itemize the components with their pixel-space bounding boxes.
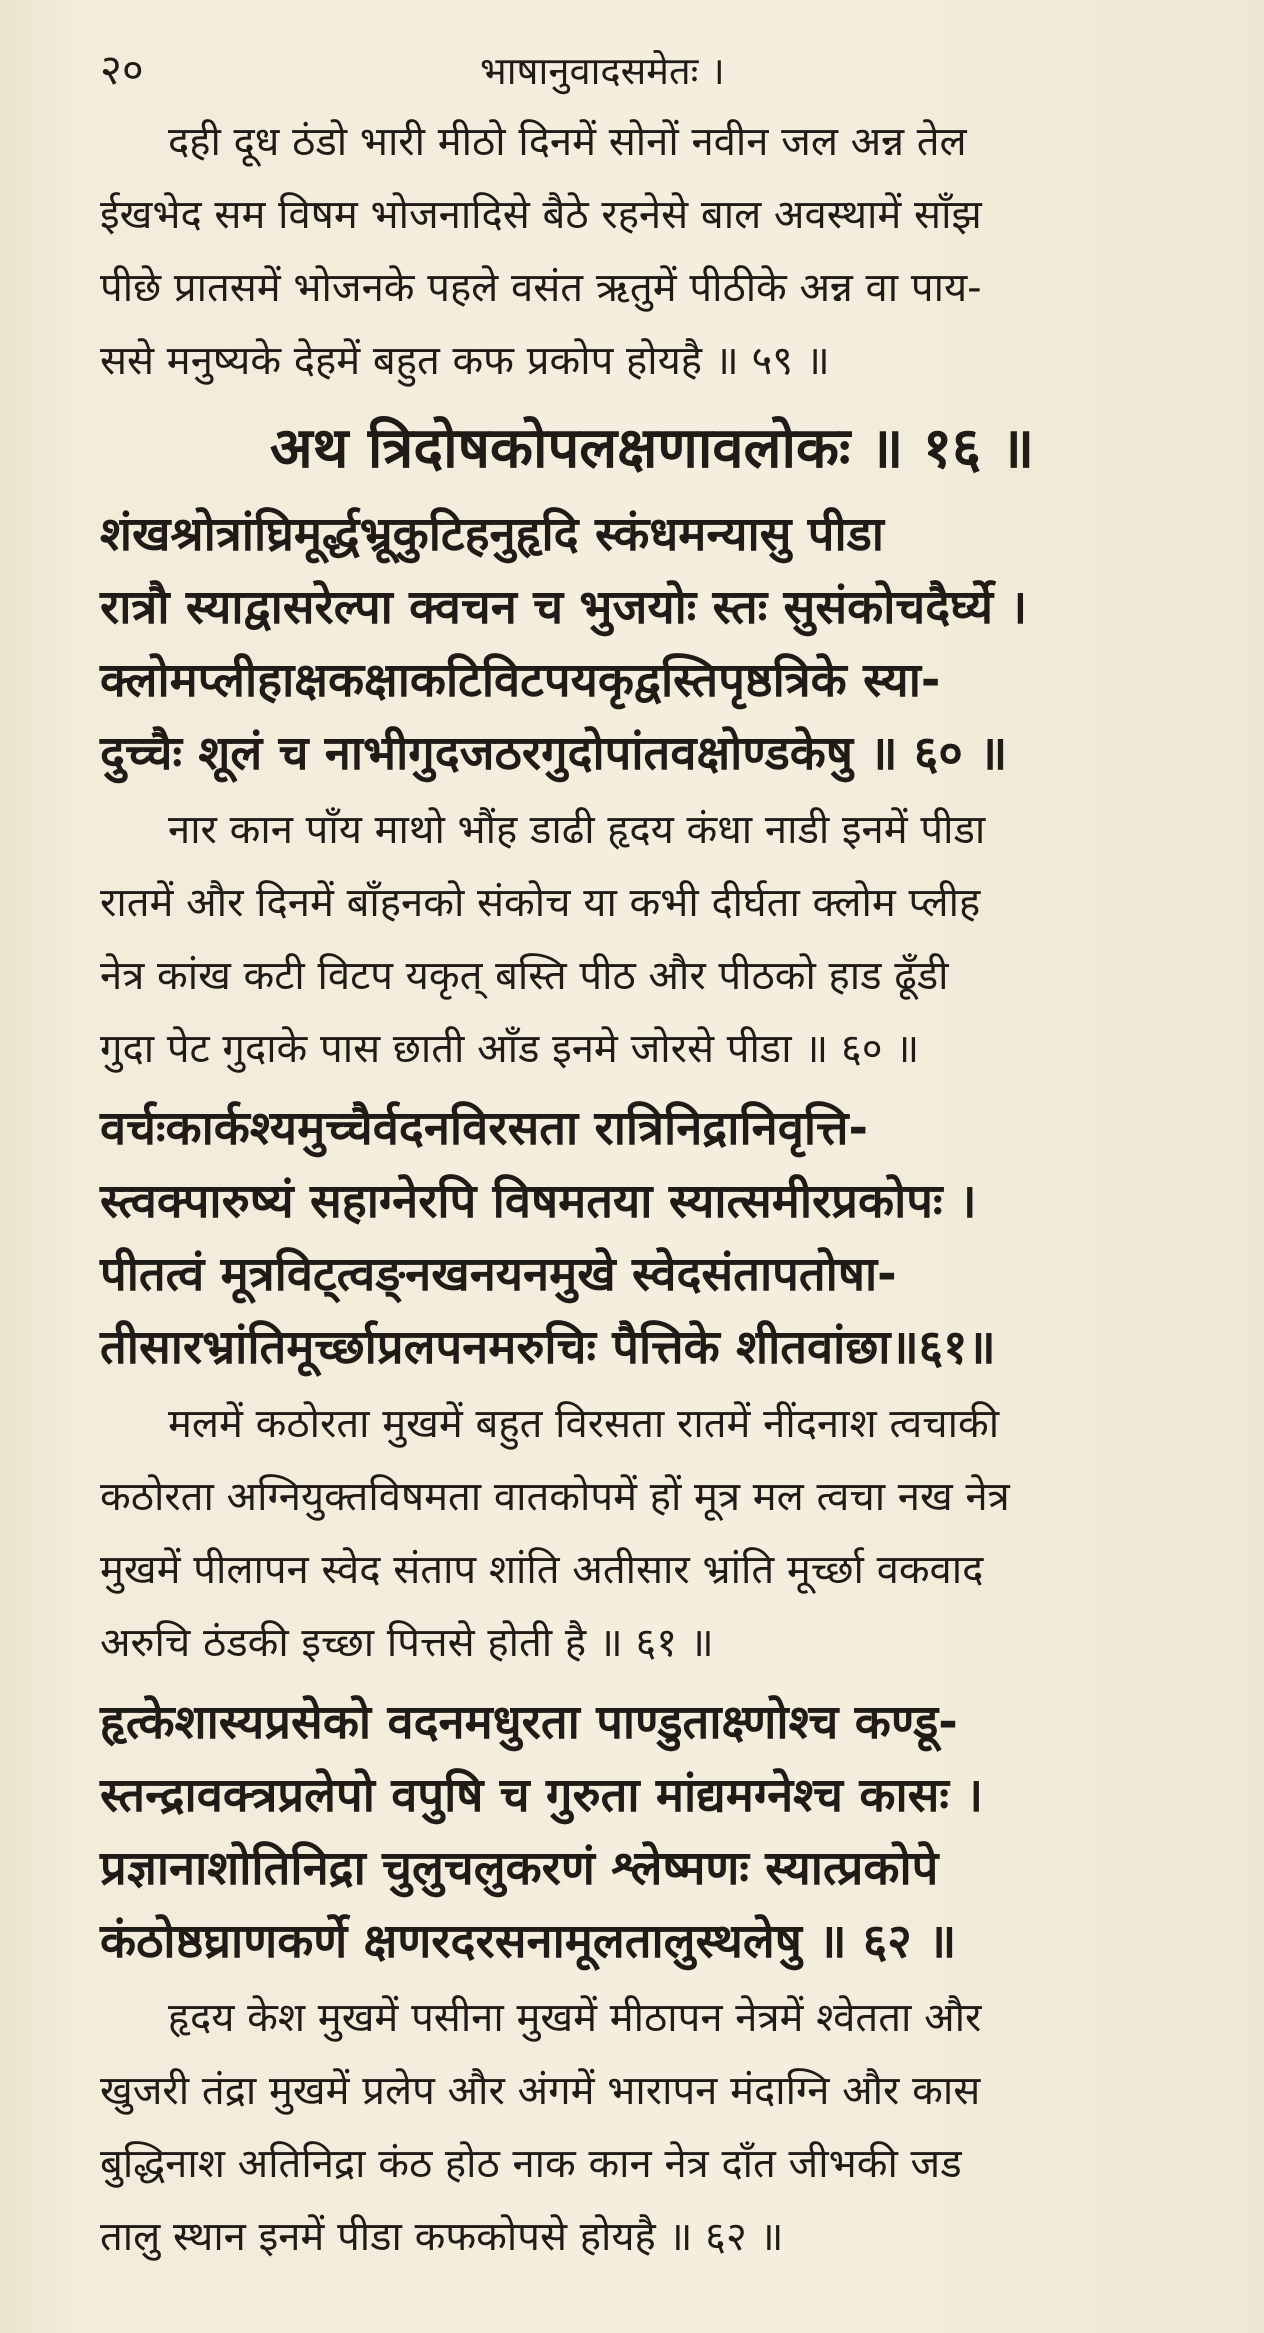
translation-61 (100, 1388, 1204, 1680)
verse-line: स्त्वक्पारुष्यं सहाग्नेरपि विषमतया स्यात्समीरप्रकोपः । (100, 1174, 977, 1229)
text-line: पीछे प्रातसमें भोजनके पहले वसंत ऋतुमें पीठीके अन्न वा पाय- (100, 265, 982, 311)
verse-line: तीसारभ्रांतिमूर्च्छाप्रलपनमरुचिः पैत्तिके शीतवांछा॥६१॥ (100, 1320, 996, 1375)
section-heading: अथ त्रिदोषकोपलक्षणावलोकः ॥ १६ ॥ (269, 416, 1035, 481)
text-line: बुद्धिनाश अतिनिद्रा कंठ होठ नाक कान नेत्र दाँत जीभकी जड (100, 2141, 962, 2187)
translation-59 (100, 106, 1204, 398)
text-line: मुखमें पीलापन स्वेद संताप शांति अतीसार भ्रांति मूर्च्छा वकवाद (100, 1547, 984, 1593)
verse-line: हृत्केशास्यप्रसेको वदनमधुरता पाण्डुताक्ष्णोश्च कण्डू- (100, 1695, 958, 1750)
verse-line: वर्चःकार्कश्यमुच्चैर्वदनविरसता रात्रिनिद्रानिवृत्ति- (100, 1101, 868, 1156)
text-line: तालु स्थान इनमें पीडा कफकोपसे होयहै ॥ ६२ ॥ (100, 2214, 784, 2260)
text-line: खुजरी तंद्रा मुखमें प्रलेप और अंगमें भारापन मंदाग्नि और कास (100, 2068, 981, 2114)
translation-60 (100, 794, 1204, 1086)
running-title: भाषानुवादसमेतः । (480, 49, 725, 93)
verse-line: क्लोमप्लीहाक्षकक्षाकटिविटपयकृद्वस्तिपृष्ठत्रिके स्या- (100, 653, 941, 708)
text-line: गुदा पेट गुदाके पास छाती आँड इनमे जोरसे पीडा ॥ ६० ॥ (100, 1026, 920, 1072)
verse-line: रात्रौ स्याद्वासरेल्पा क्वचन च भुजयोः स्तः सुसंकोचदैर्घ्ये । (100, 580, 1028, 635)
page-number: २० (100, 45, 144, 94)
text-line: कठोरता अग्नियुक्तविषमता वातकोपमें हों मूत्र मल त्वचा नख नेत्र (100, 1474, 1010, 1520)
verse-line: प्रज्ञानाशोतिनिद्रा चुलुचलुकरणं श्लेष्मणः स्यात्प्रकोपे (100, 1841, 939, 1896)
verse-line: पीतत्वं मूत्रविट्त्वङ्नखनयनमुखे स्वेदसंतापतोषा- (100, 1247, 897, 1302)
verse-line: कंठोष्ठघ्राणकर्णे क्षणरदरसनामूलतालुस्थलेषु ॥ ६२ ॥ (100, 1914, 957, 1969)
verse-61 (100, 1092, 1204, 1384)
verse-60 (100, 498, 1204, 790)
verse-line: शंखश्रोत्रांघ्रिमूर्द्धभ्रूकुटिहनुहृदि स्कंधमन्यासु पीडा (100, 507, 884, 562)
verse-line: स्तन्द्रावक्त्रप्रलेपो वपुषि च गुरुता मांद्यमग्नेश्च कासः । (100, 1768, 984, 1823)
text-line: हृदय केश मुखमें पसीना मुखमें मीठापन नेत्रमें श्वेतता और (168, 1995, 982, 2041)
text-line: नेत्र कांख कटी विटप यकृत् बस्ति पीठ और पीठको हाड ढूँडी (100, 953, 949, 999)
page-header (100, 40, 1204, 106)
verse-62 (100, 1686, 1204, 1978)
text-line: मलमें कठोरता मुखमें बहुत विरसता रातमें नींदनाश त्वचाकी (168, 1401, 1000, 1447)
text-line: ईखभेद सम विषम भोजनादिसे बैठे रहनेसे बाल अवस्थामें साँझ (100, 192, 982, 238)
translation-62 (100, 1982, 1204, 2274)
verse-line: दुच्चैः शूलं च नाभीगुदजठरगुदोपांतवक्षोण्डकेषु ॥ ६० ॥ (100, 726, 1008, 781)
text-line: रातमें और दिनमें बाँहनको संकोच या कभी दीर्घता क्लोम प्लीह (100, 880, 981, 926)
text-line: ससे मनुष्यके देहमें बहुत कफ प्रकोप होयहै ॥ ५९ ॥ (100, 338, 830, 384)
text-line: दही दूध ठंडो भारी मीठो दिनमें सोनों नवीन जल अन्न तेल (168, 119, 967, 165)
text-line: अरुचि ठंडकी इच्छा पित्तसे होती है ॥ ६१ ॥ (100, 1620, 714, 1666)
text-line: नार कान पाँय माथो भौंह डाढी हृदय कंधा नाडी इनमें पीडा (168, 807, 986, 853)
